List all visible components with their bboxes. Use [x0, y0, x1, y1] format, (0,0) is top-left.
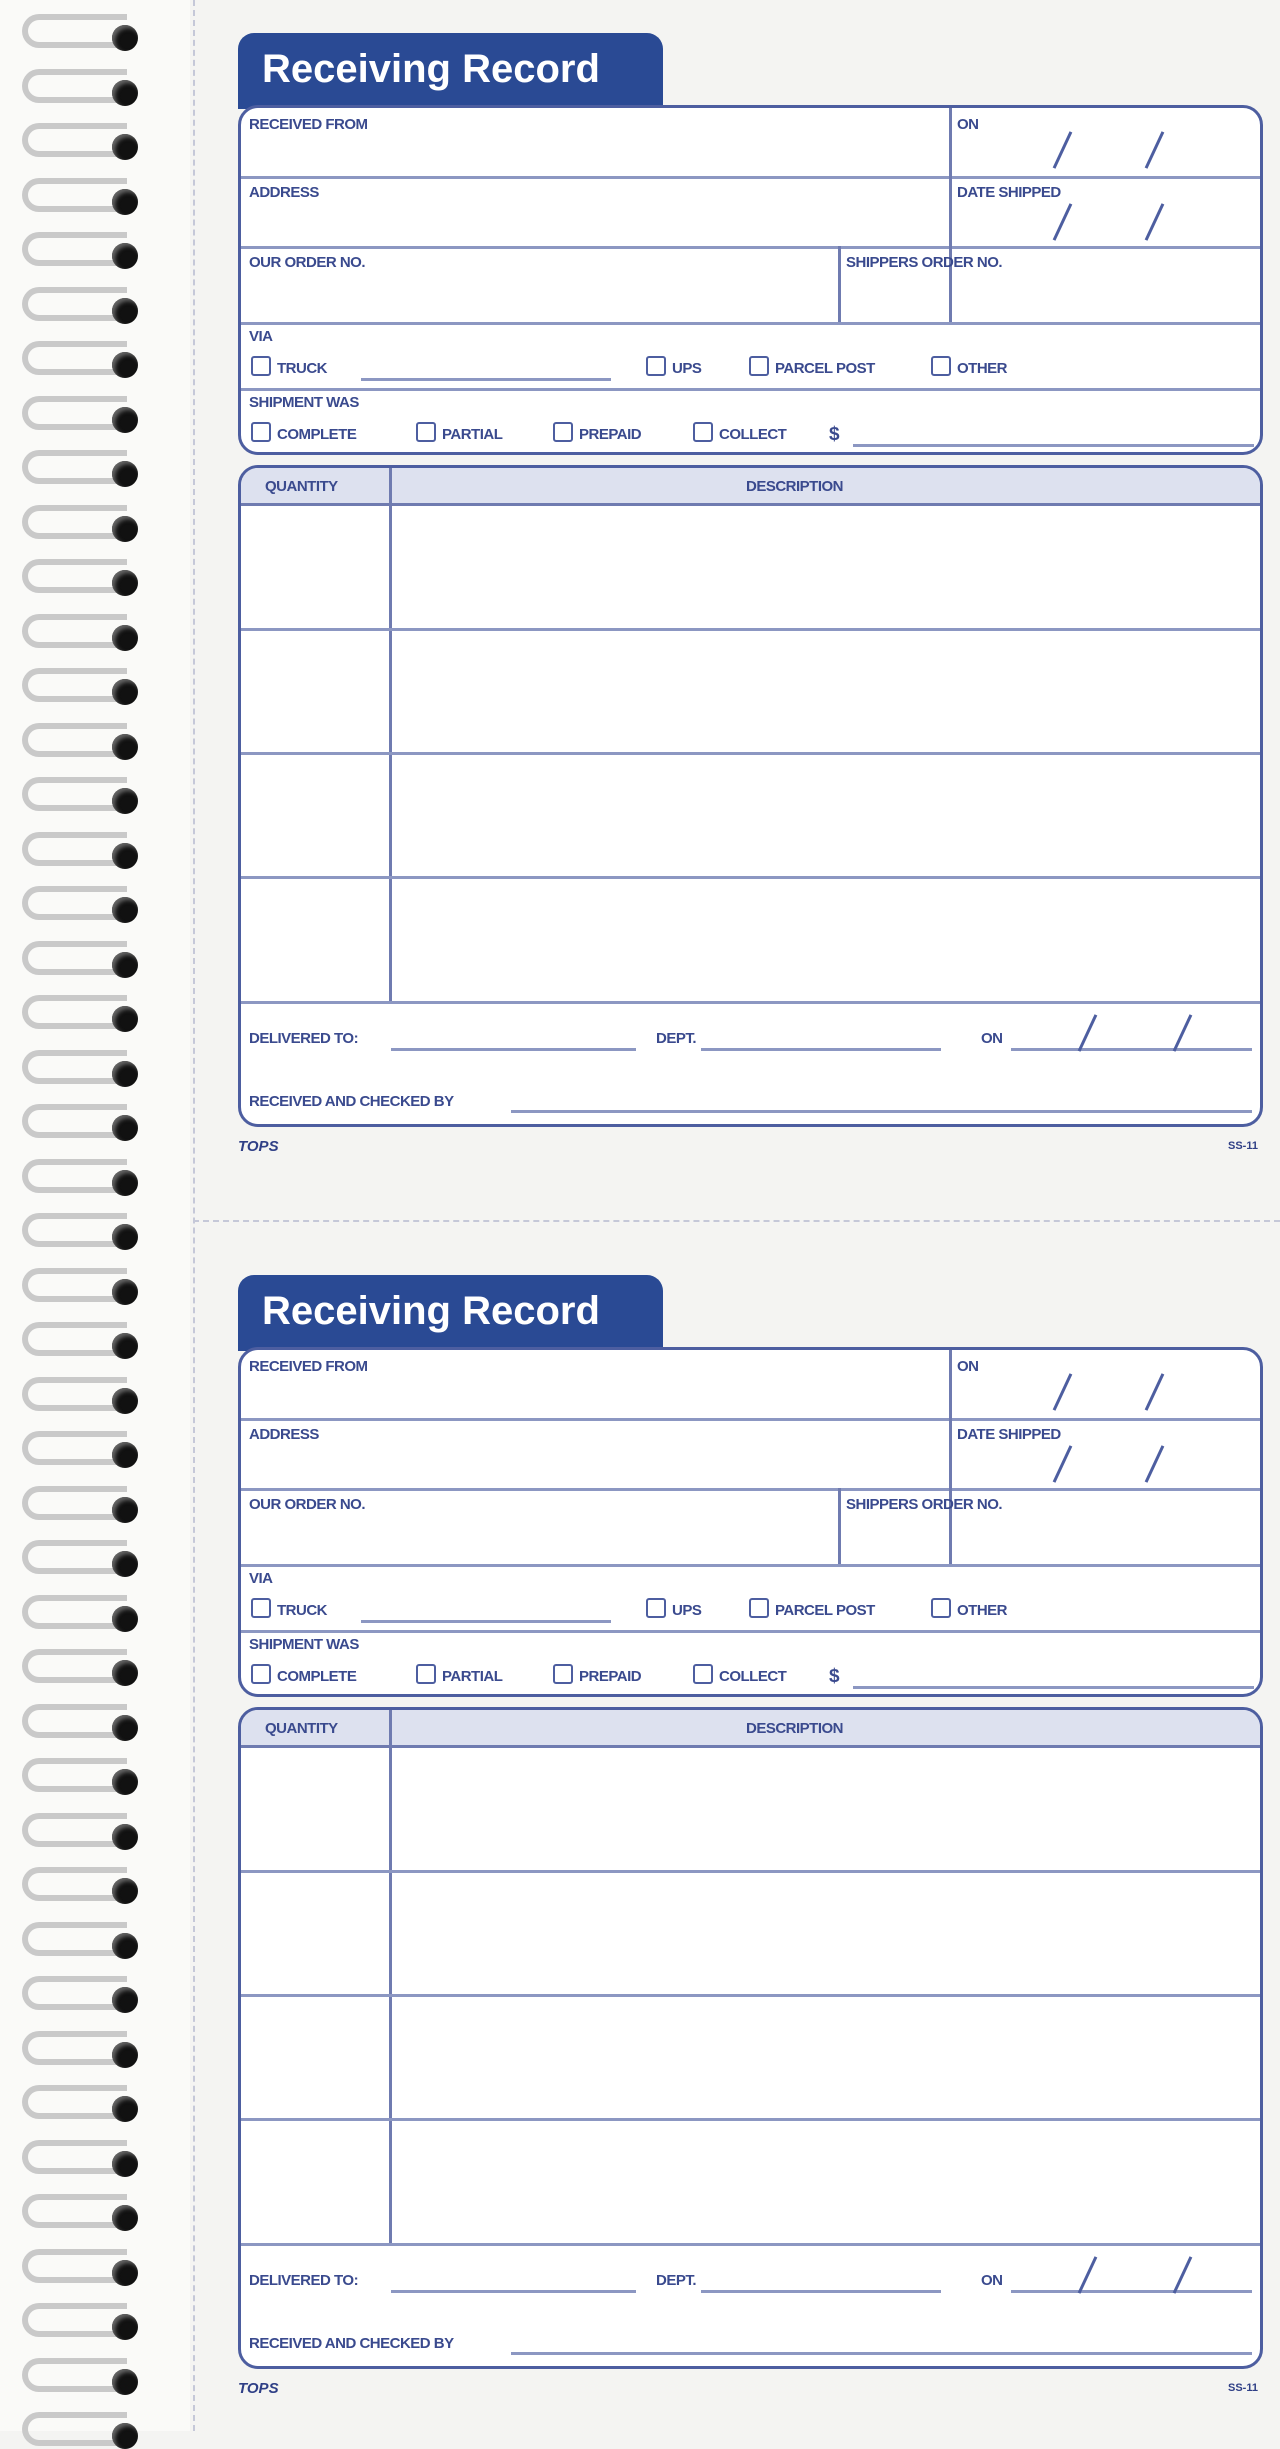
on-date-field[interactable]: ON	[957, 116, 979, 133]
spiral-coil	[22, 559, 127, 593]
ups-checkbox[interactable]	[646, 1598, 666, 1618]
rule-line	[1011, 1048, 1252, 1051]
spiral-coil	[22, 1050, 127, 1084]
binding-hole	[112, 1660, 138, 1686]
binding-hole	[112, 1769, 138, 1795]
form-code: SS-11	[1228, 2382, 1258, 2394]
our-order-no-field[interactable]: OUR ORDER NO.	[249, 1496, 366, 1513]
binding-hole	[112, 2260, 138, 2286]
other-checkbox[interactable]	[931, 356, 951, 376]
rule-line	[391, 2290, 636, 2293]
binding-hole	[112, 2151, 138, 2177]
description-header: DESCRIPTION	[746, 1720, 844, 1737]
parcel-post-checkbox[interactable]	[749, 356, 769, 376]
rule-line	[241, 1564, 1260, 1567]
received-checked-by-field[interactable]: RECEIVED AND CHECKED BY	[249, 2335, 454, 2352]
rule-line	[1053, 1445, 1073, 1483]
binding-hole	[112, 2314, 138, 2340]
rule-line	[838, 246, 841, 322]
binding-hole	[112, 2205, 138, 2231]
spiral-coil	[22, 832, 127, 866]
receiving-record-form	[238, 1242, 1268, 2397]
rule-line	[241, 1418, 1260, 1421]
partial-checkbox[interactable]	[416, 422, 436, 442]
binding-hole	[112, 298, 138, 324]
spiral-coil	[22, 178, 127, 212]
spiral-coil	[22, 232, 127, 266]
rule-line	[361, 1620, 611, 1623]
delivered-on-field[interactable]: ON	[981, 2272, 1003, 2289]
spiral-binding	[0, 0, 190, 2431]
ups-checkbox[interactable]	[646, 356, 666, 376]
rule-line	[241, 2243, 1260, 2246]
rule-line	[361, 378, 611, 381]
rule-line	[241, 628, 1260, 631]
spiral-coil	[22, 1704, 127, 1738]
binding-hole	[112, 1170, 138, 1196]
binding-hole	[112, 788, 138, 814]
rule-line	[241, 176, 1260, 179]
binding-hole	[112, 1279, 138, 1305]
rule-line	[853, 444, 1254, 447]
delivered-on-field[interactable]: ON	[981, 1030, 1003, 1047]
perforation-horizontal	[193, 1220, 1280, 1222]
rule-line	[701, 2290, 941, 2293]
other-label: OTHER	[957, 1602, 1007, 1619]
binding-hole	[112, 2423, 138, 2449]
shipment-was-label: SHIPMENT WAS	[249, 1636, 359, 1653]
rule-line	[1053, 131, 1073, 169]
binding-hole	[112, 1333, 138, 1359]
binding-hole	[112, 1987, 138, 2013]
binding-hole	[112, 516, 138, 542]
delivered-to-field[interactable]: DELIVERED TO:	[249, 2272, 359, 2289]
date-shipped-field[interactable]: DATE SHIPPED	[957, 1426, 1061, 1443]
binding-hole	[112, 80, 138, 106]
truck-label: TRUCK	[277, 1602, 327, 1619]
spiral-coil	[22, 450, 127, 484]
spiral-coil	[22, 1213, 127, 1247]
spiral-coil	[22, 614, 127, 648]
rule-line	[241, 1001, 1260, 1004]
spiral-coil	[22, 886, 127, 920]
rule-line	[1145, 1445, 1165, 1483]
truck-checkbox[interactable]	[251, 356, 271, 376]
rule-line	[241, 388, 1260, 391]
amount-field[interactable]: $	[829, 424, 840, 445]
spiral-coil	[22, 2140, 127, 2174]
dept-field[interactable]: DEPT.	[656, 1030, 697, 1047]
binding-hole	[112, 897, 138, 923]
tops-logo: TOPS	[238, 1138, 279, 1155]
rule-line	[241, 752, 1260, 755]
binding-hole	[112, 952, 138, 978]
spiral-coil	[22, 505, 127, 539]
spiral-coil	[22, 1595, 127, 1629]
binding-hole	[112, 2096, 138, 2122]
binding-hole	[112, 461, 138, 487]
ups-label: UPS	[672, 1602, 702, 1619]
spiral-coil	[22, 941, 127, 975]
quantity-header: QUANTITY	[265, 478, 338, 495]
spiral-coil	[22, 1813, 127, 1847]
rule-line	[241, 322, 1260, 325]
binding-hole	[112, 1715, 138, 1741]
binding-hole	[112, 1061, 138, 1087]
rule-line	[701, 1048, 941, 1051]
rule-line	[1011, 2290, 1252, 2293]
spiral-coil	[22, 1431, 127, 1465]
spiral-coil	[22, 668, 127, 702]
via-label: VIA	[249, 328, 273, 345]
amount-field[interactable]: $	[829, 1666, 840, 1687]
binding-hole	[112, 2042, 138, 2068]
spiral-coil	[22, 2194, 127, 2228]
rule-line	[511, 2352, 1252, 2355]
binding-hole	[112, 1878, 138, 1904]
form-title: Receiving Record	[238, 1275, 663, 1351]
rule-line	[1145, 1373, 1165, 1411]
receiving-record-form	[238, 0, 1268, 1155]
items-table	[238, 465, 1263, 1127]
spiral-coil	[22, 69, 127, 103]
rule-line	[949, 1350, 952, 1564]
rule-line	[1078, 2256, 1098, 2294]
form-title: Receiving Record	[238, 33, 663, 109]
other-checkbox[interactable]	[931, 1598, 951, 1618]
spiral-coil	[22, 1159, 127, 1193]
binding-hole	[112, 1442, 138, 1468]
items-table	[238, 1707, 1263, 2369]
binding-hole	[112, 1388, 138, 1414]
complete-label: COMPLETE	[277, 426, 357, 443]
spiral-coil	[22, 1758, 127, 1792]
binding-hole	[112, 1551, 138, 1577]
address-field[interactable]: ADDRESS	[249, 1426, 319, 1443]
rule-line	[853, 1686, 1254, 1689]
rule-line	[1053, 1373, 1073, 1411]
rule-line	[1078, 1014, 1098, 1052]
dept-field[interactable]: DEPT.	[656, 2272, 697, 2289]
rule-line	[241, 1488, 1260, 1491]
rule-line	[241, 1630, 1260, 1633]
prepaid-checkbox[interactable]	[553, 1664, 573, 1684]
description-header: DESCRIPTION	[746, 478, 844, 495]
received-from-field[interactable]: RECEIVED FROM	[249, 116, 368, 133]
truck-checkbox[interactable]	[251, 1598, 271, 1618]
spiral-coil	[22, 2085, 127, 2119]
rule-line	[241, 1870, 1260, 1873]
rule-line	[1145, 203, 1165, 241]
binding-hole	[112, 407, 138, 433]
spiral-coil	[22, 1268, 127, 1302]
spiral-coil	[22, 1976, 127, 2010]
rule-line	[838, 1488, 841, 1564]
partial-label: PARTIAL	[442, 426, 503, 443]
collect-label: COLLECT	[719, 426, 787, 443]
spiral-coil	[22, 396, 127, 430]
prepaid-label: PREPAID	[579, 1668, 642, 1685]
shippers-order-no-field[interactable]: SHIPPERS ORDER NO.	[846, 1496, 1003, 1513]
our-order-no-field[interactable]: OUR ORDER NO.	[249, 254, 366, 271]
shippers-order-no-field[interactable]: SHIPPERS ORDER NO.	[846, 254, 1003, 271]
via-label: VIA	[249, 1570, 273, 1587]
spiral-coil	[22, 2031, 127, 2065]
perforation-vertical	[193, 0, 195, 2431]
shipping-info-box	[238, 1347, 1263, 1697]
binding-hole	[112, 189, 138, 215]
spiral-coil	[22, 1540, 127, 1574]
parcel-post-checkbox[interactable]	[749, 1598, 769, 1618]
spiral-coil	[22, 341, 127, 375]
rule-line	[391, 1048, 636, 1051]
rule-line	[511, 1110, 1252, 1113]
rule-line	[389, 468, 392, 1003]
rule-line	[241, 246, 1260, 249]
other-label: OTHER	[957, 360, 1007, 377]
spiral-coil	[22, 995, 127, 1029]
spiral-coil	[22, 777, 127, 811]
binding-hole	[112, 352, 138, 378]
spiral-coil	[22, 1922, 127, 1956]
spiral-coil	[22, 123, 127, 157]
ups-label: UPS	[672, 360, 702, 377]
tops-logo: TOPS	[238, 2380, 279, 2397]
rule-line	[241, 1994, 1260, 1997]
prepaid-label: PREPAID	[579, 426, 642, 443]
spiral-coil	[22, 723, 127, 757]
quantity-header: QUANTITY	[265, 1720, 338, 1737]
binding-hole	[112, 2369, 138, 2395]
spiral-coil	[22, 1104, 127, 1138]
binding-hole	[112, 243, 138, 269]
spiral-coil	[22, 2412, 127, 2446]
binding-hole	[112, 734, 138, 760]
on-date-field[interactable]: ON	[957, 1358, 979, 1375]
binding-hole	[112, 1115, 138, 1141]
binding-hole	[112, 679, 138, 705]
form-code: SS-11	[1228, 1140, 1258, 1152]
rule-line	[1145, 131, 1165, 169]
rule-line	[1053, 203, 1073, 241]
complete-checkbox[interactable]	[251, 1664, 271, 1684]
spiral-coil	[22, 1486, 127, 1520]
spiral-coil	[22, 287, 127, 321]
rule-line	[389, 1710, 392, 2245]
delivered-to-field[interactable]: DELIVERED TO:	[249, 1030, 359, 1047]
binding-hole	[112, 1606, 138, 1632]
binding-hole	[112, 1824, 138, 1850]
binding-hole	[112, 1497, 138, 1523]
complete-label: COMPLETE	[277, 1668, 357, 1685]
parcel-post-label: PARCEL POST	[775, 1602, 875, 1619]
received-from-field[interactable]: RECEIVED FROM	[249, 1358, 368, 1375]
binding-hole	[112, 1933, 138, 1959]
collect-checkbox[interactable]	[693, 1664, 713, 1684]
spiral-coil	[22, 2358, 127, 2392]
rule-line	[241, 2118, 1260, 2121]
prepaid-checkbox[interactable]	[553, 422, 573, 442]
date-shipped-field[interactable]: DATE SHIPPED	[957, 184, 1061, 201]
binding-hole	[112, 134, 138, 160]
spiral-coil	[22, 2303, 127, 2337]
rule-line	[1173, 1014, 1193, 1052]
binding-hole	[112, 25, 138, 51]
spiral-coil	[22, 1377, 127, 1411]
rule-line	[949, 108, 952, 322]
rule-line	[1173, 2256, 1193, 2294]
spiral-coil	[22, 2249, 127, 2283]
collect-label: COLLECT	[719, 1668, 787, 1685]
spiral-coil	[22, 1322, 127, 1356]
truck-label: TRUCK	[277, 360, 327, 377]
shipping-info-box	[238, 105, 1263, 455]
partial-label: PARTIAL	[442, 1668, 503, 1685]
received-checked-by-field[interactable]: RECEIVED AND CHECKED BY	[249, 1093, 454, 1110]
binding-hole	[112, 1224, 138, 1250]
address-field[interactable]: ADDRESS	[249, 184, 319, 201]
binding-hole	[112, 843, 138, 869]
binding-hole	[112, 625, 138, 651]
complete-checkbox[interactable]	[251, 422, 271, 442]
spiral-coil	[22, 14, 127, 48]
shipment-was-label: SHIPMENT WAS	[249, 394, 359, 411]
partial-checkbox[interactable]	[416, 1664, 436, 1684]
parcel-post-label: PARCEL POST	[775, 360, 875, 377]
spiral-coil	[22, 1867, 127, 1901]
rule-line	[241, 876, 1260, 879]
binding-hole	[112, 1006, 138, 1032]
binding-hole	[112, 570, 138, 596]
collect-checkbox[interactable]	[693, 422, 713, 442]
spiral-coil	[22, 1649, 127, 1683]
